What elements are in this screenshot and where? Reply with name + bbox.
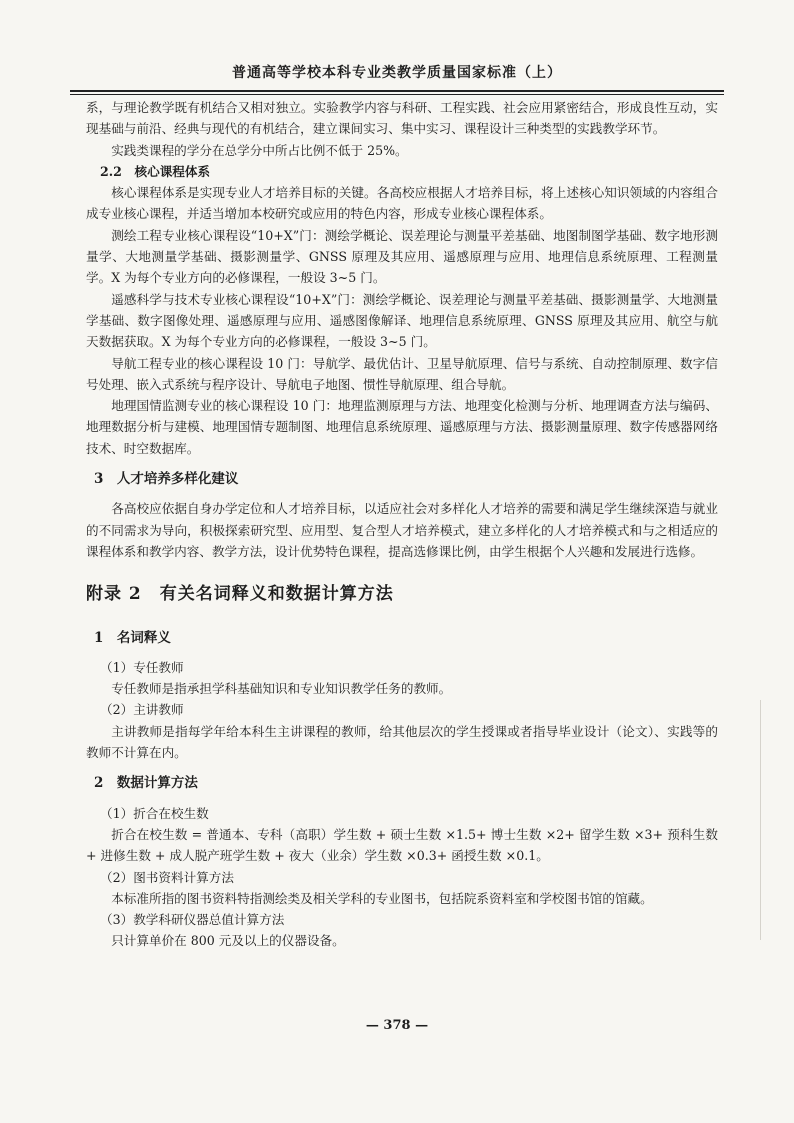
heading-calculation: 2 数据计算方法 — [94, 775, 198, 792]
paragraph-lead-teacher: 主讲教师是指每学年给本科生主讲课程的教师，给其他层次的学生授课或者指导毕业设计（论文）、实践等的教师不计算在内。 — [86, 723, 718, 761]
page-number: — 378 — — [365, 1018, 429, 1033]
paragraph-surveying-courses: 测绘工程专业核心课程设“10+X”门：测绘学概论、误差理论与测量平差基础、地图制图学基础、数字地形测量学、大地测量学基础、摄影测量学、GNSS 原理及其应用、遥感原理与应用、地理信息系统原理、工程测量学。X 为每个专业方向的必修课程，一般设 3~5 门。 — [86, 227, 718, 286]
paragraph-library: 本标准所指的图书资料特指测绘类及相关学科的专业图书，包括院系资料室和学校图书馆的馆藏。 — [111, 890, 653, 906]
paragraph-geo-monitoring-courses: 地理国情监测专业的核心课程设 10 门：地理监测原理与方法、地理变化检测与分析、地理调查方法与编码、地理数据分析与建模、地理国情专题制图、地理信息系统原理、遥感原理与方法、摄影测量原理、数字传感器网络技术、时空数据库。 — [86, 398, 718, 456]
item-equivalent-students: （1）折合在校生数 — [100, 805, 209, 821]
appendix-title: 附录 2 有关名词释义和数据计算方法 — [86, 584, 394, 605]
item-lead-teacher: （2）主讲教师 — [100, 702, 184, 718]
item-full-time-teacher: （1）专任教师 — [100, 659, 184, 675]
paragraph-equipment: 只计算单价在 800 元及以上的仪器设备。 — [111, 933, 345, 949]
heading-terms: 1 名词释义 — [94, 629, 171, 646]
paragraph-practice-system: 系，与理论教学既有机结合又相对独立。实验教学内容与科研、工程实践、社会应用紧密结合，形成良性互动，实现基础与前沿、经典与现代的有机结合，建立课间实习、集中实习、课程设计三种类型的实践教学环节。 — [86, 100, 718, 137]
item-library: （2）图书资料计算方法 — [100, 869, 234, 885]
paragraph-core-intro: 核心课程体系是实现专业人才培养目标的关键。各高校应根据人才培养目标，将上述核心知识领域的内容组合成专业核心课程，并适当增加本校研究或应用的特色内容，形成专业核心课程体系。 — [86, 185, 718, 222]
paragraph-equivalent-students: 折合在校生数 = 普通本、专科（高职）学生数 + 硕士生数 ×1.5+ 博士生数 ×2+ 留学生数 ×3+ 预科生数 + 进修生数 + 成人脱产班学生数 + 夜大（业余）学生数 ×0.3+ 函授生数 ×0.1。 — [86, 826, 718, 864]
header-rule-thin — [70, 94, 724, 95]
paragraph-navigation-courses: 导航工程专业的核心课程设 10 门：导航学、最优估计、卫星导航原理、信号与系统、自动控制原理、数字信号处理、嵌入式系统与程序设计、导航电子地图、惯性导航原理、组合导航。 — [86, 355, 718, 392]
body-text — [86, 97, 718, 952]
heading-3: 3 人才培养多样化建议 — [94, 471, 239, 488]
header-rule — [70, 90, 724, 92]
paragraph-remote-sensing-courses: 遥感科学与技术专业核心课程设“10+X”门：测绘学概论、误差理论与测量平差基础、摄影测量学、大地测量学基础、数字图像处理、遥感原理与应用、遥感图像解译、地理信息系统原理、GNSS 原理及其应用、航空与航天数据获取。X 为每个专业方向的必修课程，一般设 3~5 门。 — [86, 291, 718, 350]
paragraph-full-time-teacher: 专任教师是指承担学科基础知识和专业知识教学任务的教师。 — [111, 681, 452, 697]
paragraph-diversification: 各高校应依据自身办学定位和人才培养目标，以适应社会对多样化人才培养的需要和满足学生继续深造与就业的不同需求为导向，积极探索研究型、应用型、复合型人才培养模式，建立多样化的人才培养模式和与之相适应的课程体系和教学内容、教学方法，设计优势特色课程，提高选修课比例，由学生根据个人兴趣和发展进行选修。 — [86, 501, 718, 559]
heading-2-2: 2.2 核心课程体系 — [100, 163, 211, 179]
running-header: 普通高等学校本科专业类教学质量国家标准（上） — [232, 65, 562, 81]
paragraph-practice-credits: 实践类课程的学分在总学分中所占比例不低于 25%。 — [111, 142, 408, 158]
scan-edge-mark — [760, 700, 761, 940]
item-equipment: （3）教学科研仪器总值计算方法 — [100, 912, 285, 928]
